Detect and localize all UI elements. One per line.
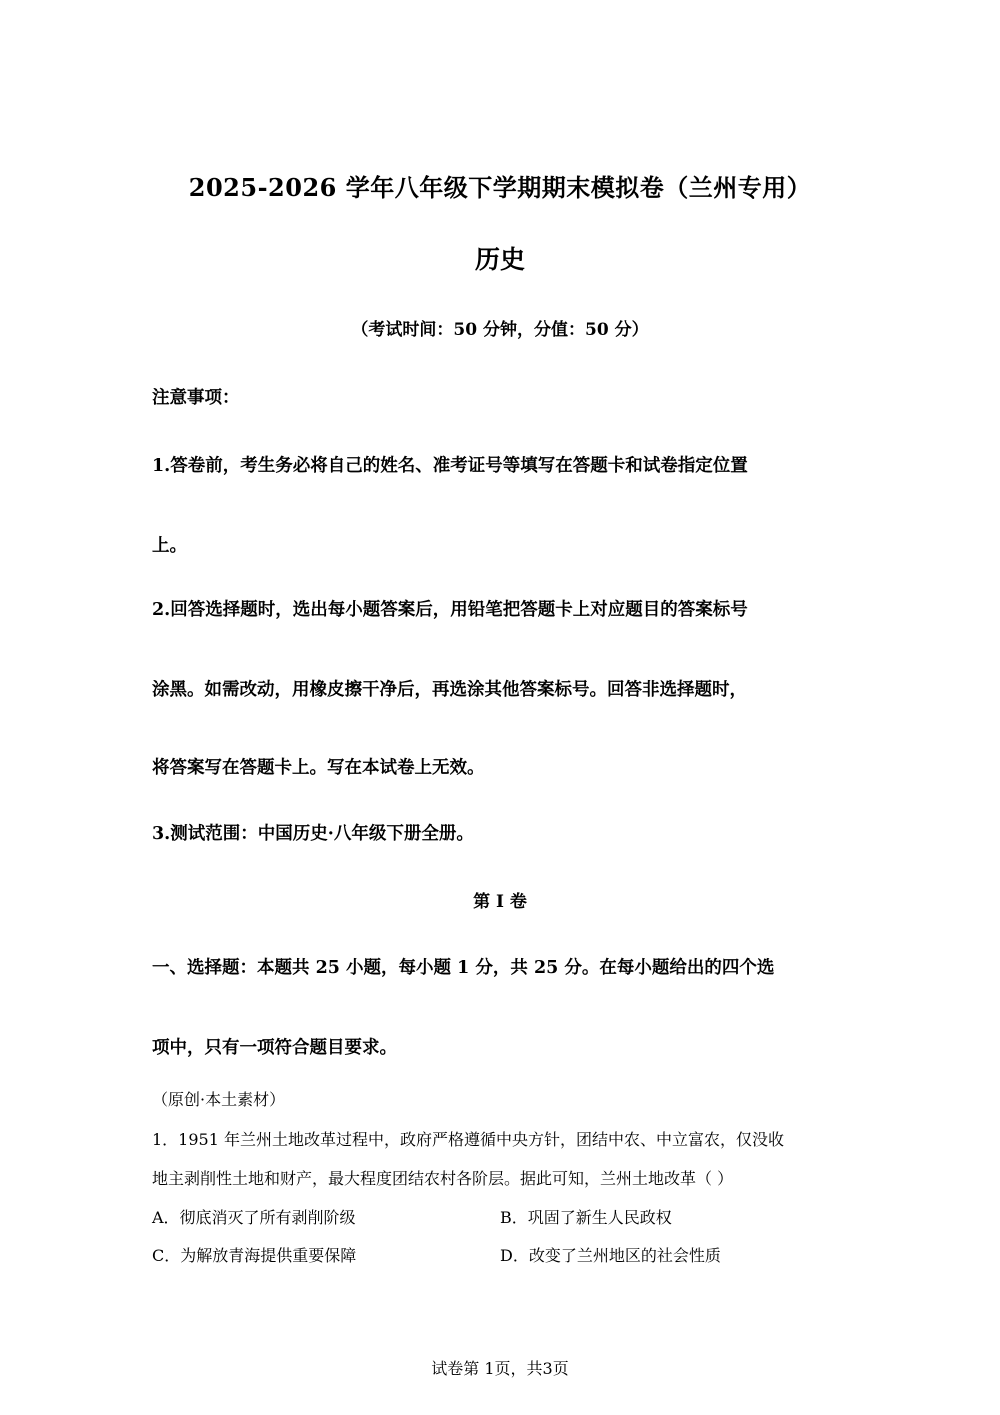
exam-time-score: （考试时间：50 分钟，分值：50 分） — [351, 320, 649, 340]
note-item-2-line-2: 涂黑。如需改动，用橡皮擦干净后，再选涂其他答案标号。回答非选择题时， — [152, 680, 747, 700]
option-b: B．巩固了新生人民政权 — [500, 1208, 672, 1227]
section-heading-line-2: 项中，只有一项符合题目要求。 — [152, 1038, 397, 1058]
exam-title: 2025-2026 学年八年级下学期期末模拟卷（兰州专用） — [188, 173, 812, 202]
page-footer: 试卷第 1页，共3页 — [431, 1359, 569, 1378]
note-item-3: 3.测试范围：中国历史·八年级下册全册。 — [152, 824, 474, 844]
part-title: 第 I 卷 — [473, 892, 527, 912]
question-source-tag: （原创·本土素材） — [152, 1090, 286, 1109]
option-a: A．彻底消灭了所有剥削阶级 — [152, 1208, 356, 1227]
note-item-1-line-1: 1.答卷前，考生务必将自己的姓名、准考证号等填写在答题卡和试卷指定位置 — [152, 456, 748, 476]
note-item-2-line-1: 2.回答选择题时，选出每小题答案后，用铅笔把答题卡上对应题目的答案标号 — [152, 600, 748, 620]
section-heading-line-1: 一、选择题：本题共 25 小题，每小题 1 分，共 25 分。在每小题给出的四个选 — [152, 958, 775, 978]
subject-heading: 历史 — [474, 245, 525, 274]
option-c: C．为解放青海提供重要保障 — [152, 1246, 357, 1265]
question-stem-line-2: 地主剥削性土地和财产，最大程度团结农村各阶层。据此可知，兰州土地改革（ ） — [152, 1169, 734, 1188]
question-stem-line-1: 1．1951 年兰州土地改革过程中，政府严格遵循中央方针，团结中农、中立富农，仅没收 — [152, 1130, 784, 1149]
option-d: D．改变了兰州地区的社会性质 — [500, 1246, 721, 1265]
notes-heading: 注意事项： — [152, 388, 240, 408]
note-item-2-line-3: 将答案写在答题卡上。写在本试卷上无效。 — [152, 758, 485, 778]
note-item-1-line-2: 上。 — [152, 536, 187, 556]
